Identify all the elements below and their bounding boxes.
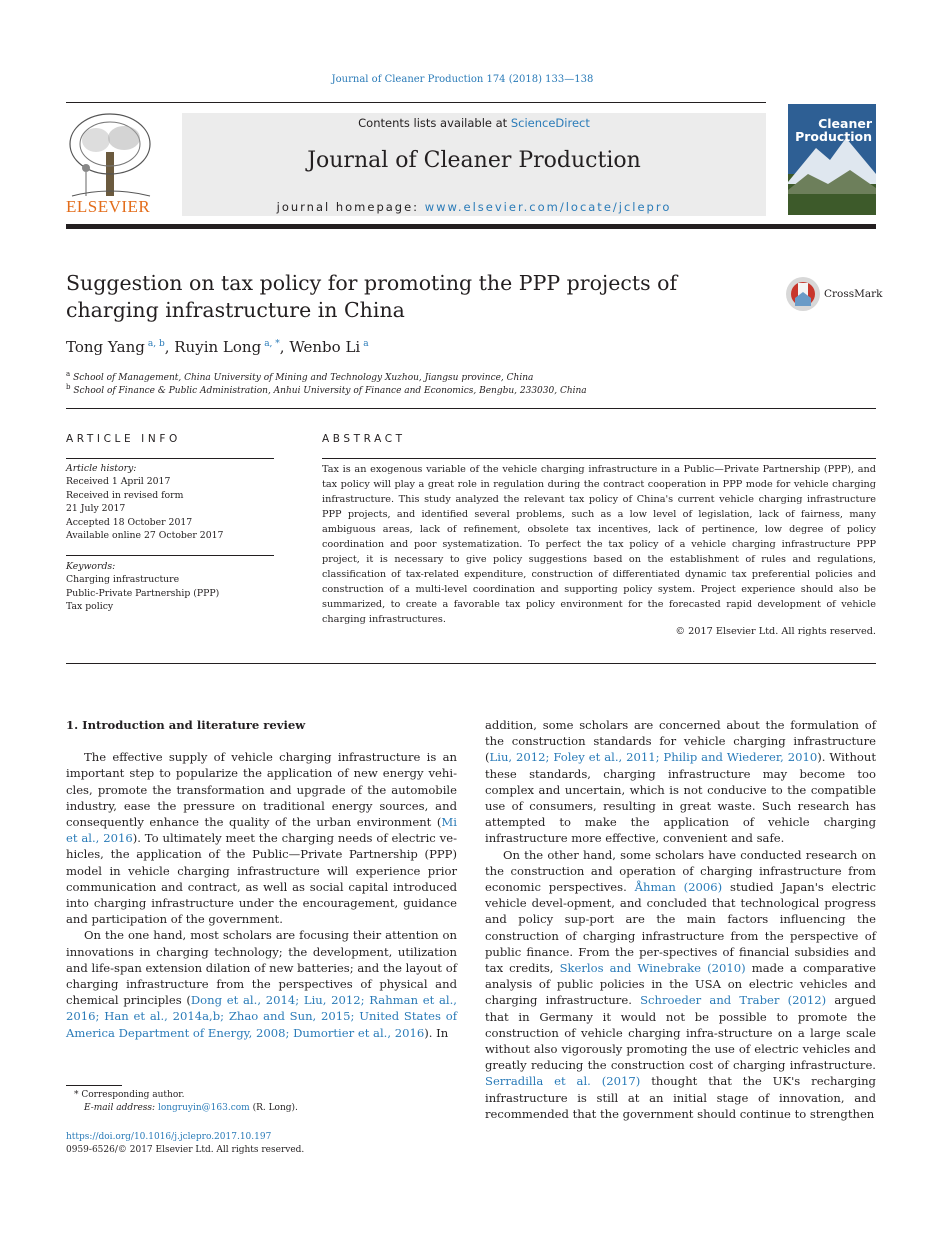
footnote-rule — [66, 1085, 122, 1086]
author-affiliation-mark[interactable]: a, b — [147, 339, 165, 349]
journal-banner — [182, 113, 766, 216]
cover-title: Cleaner Production — [795, 116, 872, 144]
journal-reference[interactable]: Journal of Cleaner Production 174 (2018) 133—138 — [331, 74, 594, 85]
homepage-link[interactable]: www.elsevier.com/locate/jclepro — [424, 200, 672, 214]
elsevier-logo — [66, 112, 161, 216]
crossmark-label: CrossMark — [824, 288, 883, 300]
paragraph: On the other hand, some scholars have conducted research on the construction and operation of charging infrastructure from economic perspectives. Åhman (2006) studied Japan's electric vehicle devel-opment, and concluded that technological progress and policy sup-port are the main factors influencing the construction of charging infrastructure from the perspective of public finance. From the per-spectives of financial subsidies and tax credits, Skerlos and Winebrake (2010) made a comparative analysis of public policies in the USA on electric vehicles and charging infrastructure. Schroeder and Traber (2012) argued that in Germany it would not be possible to promote the construction of vehicle charging infra-structure on a large scale without also vigorously promoting the use of electric vehicles and greatly reducing the construction cost of charging infrastructure. Serradilla et al. (2017) thought that the UK's recharging infrastructure is still at an initial stage of innovation, and recommended that the government should continue to strengthen — [485, 847, 876, 1121]
paragraph: The effective supply of vehicle charging infrastructure is an important step to popularize the application of new energy vehi-cles, promote the transformation and upgrade of the automobile industry, ease the pressure on traditional energy sources, and consequently enhance the quality of the urban environment (Mi et al., 2016). To ultimately meet the charging needs of electric ve-hicles, the application of the Public—Private Partnership (PPP) model in vehicle charging infrastructure will experience prior communication and contract, as well as social capital introduced into charging infrastructure under the encouragement, guidance and participation of the government. — [66, 750, 457, 927]
article-info-heading: ARTICLE INFO — [66, 433, 181, 445]
title-rule — [66, 408, 876, 409]
citation-link[interactable]: Serradilla et al. (2017) — [485, 1074, 641, 1089]
author-separator: , — [279, 338, 290, 356]
author-affiliation-mark[interactable]: a — [363, 339, 369, 349]
sciencedirect-link[interactable]: ScienceDirect — [510, 116, 590, 130]
right-column — [485, 717, 876, 1122]
author-affiliation-mark[interactable]: a, * — [264, 339, 280, 349]
author-name: Ruyin Long — [174, 338, 262, 356]
author-name: Tong Yang — [66, 338, 145, 356]
email-link[interactable]: longruyin@163.com — [157, 1103, 250, 1113]
abstract-rule — [322, 458, 876, 459]
citation-link[interactable]: Schroeder and Traber (2012) — [640, 993, 827, 1008]
abstract-text: Tax is an exogenous variable of the vehicle charging infrastructure in a Public—Private Partnership (PPP), and tax policy will play a great role in regulation during the contract cooperation in PPP mode for vehicle charging infrastructure. This study analyzed the relevant tax policy of China's current vehicle charging infrastructure PPP projects, and identified several problems, such as a low level of legislation, lack of fairness, many ambiguous areas, lack of refinement, obsolete tax incentives, lack of pertinence, low degree of policy coordination and poor systematization. To perfect the tax policy of a vehicle charging infrastructure PPP project, it is necessary to give policy suggestions based on the establishment of rules and regulations, classification of tax-related expenditure, construction of differentiated dynamic tax preferential policies and construction of a multi-level coordination and supporting policy system. Project experience should also be summarized, to create a favorable tax policy environment for the forecasted rapid development of vehicle charging infrastructures. — [322, 464, 876, 625]
citation-link[interactable]: Åhman (2006) — [634, 880, 723, 895]
author-list — [66, 338, 369, 356]
keywords: Keywords: Charging infrastructure Public-Private Partnership (PPP) Tax policy — [66, 561, 220, 613]
abstract-end-rule — [66, 663, 876, 664]
affiliation-a: $^a$ School of Management, China University of Mining and Technology Xuzhou, Jiangsu province, China — [66, 370, 534, 383]
article-title: Suggestion on tax policy for promoting the PPP projects of charging infrastructure in China — [66, 271, 678, 322]
crossmark-icon — [785, 276, 821, 312]
author-separator: , — [164, 338, 175, 356]
header-thick-rule — [66, 224, 876, 229]
affiliation-b: $^b$ School of Finance & Public Administration, Anhui University of Finance and Economics, Bengbu, 233030, China — [66, 383, 587, 396]
footnote: * Corresponding author. E-mail address: longruyin@163.com (R. Long). — [74, 1090, 298, 1113]
doi-block — [66, 1131, 466, 1157]
article-history: Article history: Received 1 April 2017 Received in revised form 21 July 2017 Accepted 18 October 2017 Available online 27 October 2017 — [66, 463, 224, 542]
abstract-heading: ABSTRACT — [322, 433, 406, 445]
paragraph: On the one hand, most scholars are focusing their attention on innovations in charging technology; the development, utilization and life-span extension dilation of new batteries; and the layout of charging infrastructure from the perspectives of physical and chemical principles (Dong et al., 2014; Liu, 2012; Rahman et al., 2016; Han et al., 2014a,b; Zhao and Sun, 2015; United States of America Department of Energy, 2008; Dumortier et al., 2016). In — [66, 928, 457, 1040]
issn-line: 0959-6526/© 2017 Elsevier Ltd. All rights reserved. — [66, 1145, 305, 1155]
left-column — [66, 717, 457, 1041]
journal-title: Journal of Cleaner Production — [307, 148, 641, 173]
homepage-line: journal homepage: www.elsevier.com/locate/jclepro — [276, 200, 672, 214]
author-name: Wenbo Li — [289, 338, 361, 356]
citation-link[interactable]: Dong et al., 2014; Liu, 2012; Rahman et al., 2016; Han et al., 2014a,b; Zhao and Sun, 2015; United States of America Department of Energy, 2008; Dumortier et al., 2016 — [66, 993, 457, 1040]
info-rule — [66, 458, 274, 459]
doi-link[interactable]: https://doi.org/10.1016/j.jclepro.2017.10.197 — [66, 1132, 272, 1142]
crossmark-button[interactable] — [785, 276, 883, 312]
abstract-copyright: © 2017 Elsevier Ltd. All rights reserved. — [675, 626, 876, 637]
section-heading: 1. Introduction and literature review — [66, 718, 306, 732]
citation-link[interactable]: Liu, 2012; Foley et al., 2011; Philip and Wiederer, 2010 — [489, 750, 818, 765]
elsevier-wordmark: ELSEVIER — [66, 197, 151, 216]
journal-cover — [788, 104, 876, 215]
header-rule — [66, 102, 766, 103]
keywords-rule — [66, 555, 274, 556]
paragraph: addition, some scholars are concerned about the formulation of the construction standards for vehicle charging infrastructure (Liu, 2012; Foley et al., 2011; Philip and Wiederer, 2010). Without these standards, charging infrastructure may become too complex and uncertain, which is not conducive to the compatible use of consumers, resulting in great waste. Such research has attempted to make the application of vehicle charging infrastructure more effective, convenient and safe. — [485, 718, 877, 846]
citation-link[interactable]: Skerlos and Winebrake (2010) — [559, 961, 746, 976]
contents-line: Contents lists available at ScienceDirect — [358, 116, 590, 130]
citation-link[interactable]: Mi et al., 2016 — [66, 815, 457, 846]
